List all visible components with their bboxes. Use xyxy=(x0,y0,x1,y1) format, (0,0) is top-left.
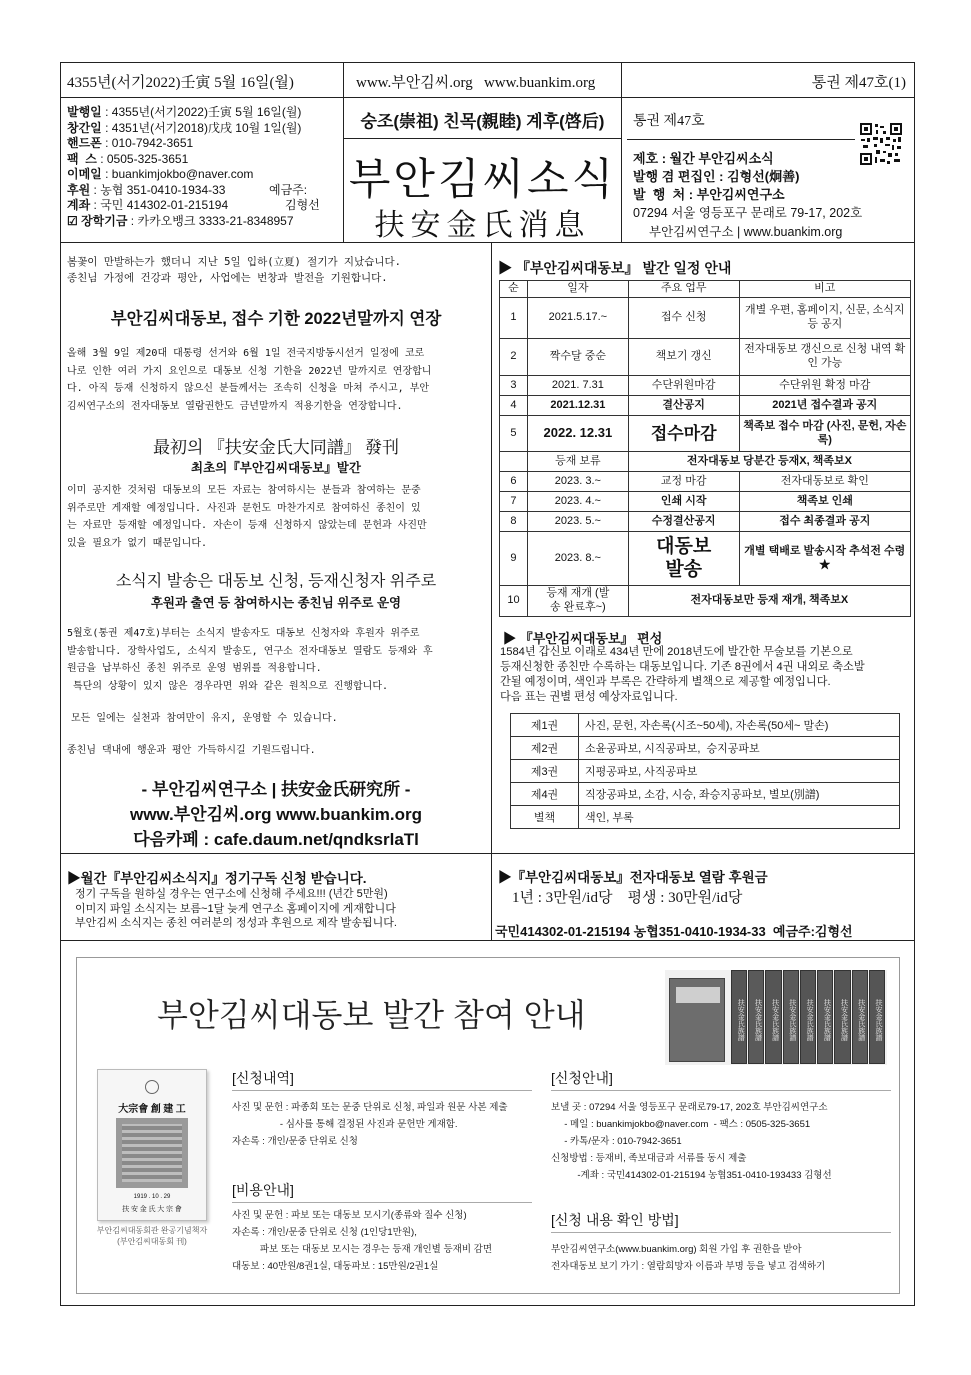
signature-websites[interactable]: www.부안김씨.org www.buankim.org xyxy=(129,805,423,824)
cell-note: 2021년 접수결과 공지 xyxy=(739,396,910,416)
colophon-address: 07294 서울 영등포구 문래로 79-17, 202호 xyxy=(633,206,863,220)
info-value: 0505-325-3651 xyxy=(106,151,189,166)
info-label: 계좌 xyxy=(67,198,91,212)
cell-task: 접수마감 xyxy=(628,416,739,452)
booklet-year: 1919 . 10 . 29 xyxy=(133,1194,171,1200)
guide-title-rule xyxy=(551,1090,891,1091)
booklet-cover-image xyxy=(97,1069,207,1221)
guide-line: -계좌 : 국민414302-01-215194 농협351-0410-193433 김형선 xyxy=(551,1170,832,1181)
edition-text xyxy=(500,645,910,705)
booklet-publisher: 扶 安 金 氏 大 宗 會 xyxy=(122,1205,182,1213)
heading-delivery: 소식지 발송은 대동보 신청, 등재신청자 위주로 xyxy=(115,573,437,590)
book-spine: 扶安金氏族譜 xyxy=(765,970,781,1064)
header-divider-2 xyxy=(621,63,622,97)
cost-line: 대동보 : 40만원/8권1실, 대동파보 : 15만원/2권1실 xyxy=(232,1261,439,1272)
para-line: 원금을 납부하신 종친 위주로 운영 범위를 적용합니다. xyxy=(67,663,322,674)
cell-date: 2021.12.31 xyxy=(527,396,628,416)
holder-name: 김형선 xyxy=(285,198,320,212)
cell-task: 전자대동보 당분간 등재X, 책족보X xyxy=(628,452,910,472)
cell-no: 3 xyxy=(500,376,528,396)
schedule-row xyxy=(500,492,911,512)
cell-date: 2023. 3.~ xyxy=(527,472,628,492)
para-line: 특단의 상황이 있지 않은 경우라면 위와 같은 원칙으로 진행합니다. xyxy=(67,680,389,692)
volume-name: 별책 xyxy=(511,806,579,829)
volume-table xyxy=(510,713,900,829)
cell-task: 수단위원마감 xyxy=(628,376,739,396)
info-value: 4351년(서기2018)戊戌 10월 1일(월) xyxy=(111,120,302,135)
subscription-line: 정기 구독을 원하실 경우는 연구소에 신청해 주세요!!! (년간 5만원) xyxy=(75,888,388,900)
cell-date: 등재 재개 (발송 완료후~) xyxy=(527,586,628,617)
book-spine: 扶安金氏族譜 xyxy=(817,970,833,1064)
cell-note: 전자대동보 갱신으로 신청 내역 확인 가능 xyxy=(739,339,910,376)
cell-note: 접수 최종결과 공지 xyxy=(739,512,910,532)
paragraph-extension xyxy=(67,345,487,415)
intro-line: 종친님 가정에 건강과 평안, 사업에는 번창과 발전을 기원합니다. xyxy=(67,271,388,284)
title-block xyxy=(344,98,621,242)
colophon-name: 제호 : 월간 부안김씨소식 xyxy=(633,151,774,166)
sponsor-fees: 1년 : 3만원/id당 평생 : 30만원/id당 xyxy=(512,890,743,906)
para-line: 김씨연구소의 전자대동보 열람권한도 금년말까지 적용기한을 연장합니다. xyxy=(67,400,403,412)
masthead-title-cn: 扶安金氏消息 xyxy=(374,209,591,242)
qr-code-icon xyxy=(859,122,903,166)
check-title: [신청 내용 확인 방법] xyxy=(551,1212,679,1228)
intro-text xyxy=(67,255,487,287)
cell-task: 책보기 갱신 xyxy=(628,339,739,376)
info-row: 팩 스 : 0505-325-3651 xyxy=(67,151,189,166)
cell-no: 4 xyxy=(500,396,528,416)
colophon-publisher: 발 행 처 : 부안김씨연구소 xyxy=(633,187,785,202)
cell-task: 접수 신청 xyxy=(628,298,739,339)
info-row: 이메일 : buankimjokbo@naver.com xyxy=(67,167,254,181)
notice-panel xyxy=(76,957,900,1294)
cell-no: 1 xyxy=(500,298,528,339)
info-row: 발행일 : 4355년(서기2022)壬寅 5월 16일(월) xyxy=(67,105,302,119)
cell-no: 6 xyxy=(500,472,528,492)
info-label: 발행일 xyxy=(67,105,102,119)
masthead-section xyxy=(60,97,915,243)
guide-line: 신청방법 : 등재비, 족보대금과 서류를 동시 제출 xyxy=(551,1153,747,1164)
book-spines xyxy=(731,970,885,1064)
schedule-row xyxy=(500,376,911,396)
volume-name: 제2권 xyxy=(511,737,579,760)
cell-no xyxy=(500,452,528,472)
book-stack-image xyxy=(665,970,887,1065)
paragraph-delivery xyxy=(67,625,487,695)
info-label: 이메일 xyxy=(67,167,102,181)
heading-extension: 부안김씨대동보, 접수 기한 2022년말까지 연장 xyxy=(110,310,442,328)
paragraph-first-edition xyxy=(67,482,487,552)
schedule-header: 비고 xyxy=(739,281,910,298)
volume-row xyxy=(511,760,900,783)
cell-date: 2023. 5.~ xyxy=(527,512,628,532)
cell-date: 2022. 12.31 xyxy=(527,416,628,452)
schedule-row xyxy=(500,532,911,586)
check-title-rule xyxy=(551,1232,891,1233)
schedule-row xyxy=(500,472,911,492)
paragraph-participation: 모든 일에는 실천과 참여만이 유지, 운영할 수 있습니다. xyxy=(71,713,338,724)
schedule-header-row xyxy=(500,281,911,298)
cost-title: [비용안내] xyxy=(232,1182,294,1198)
info-label: 후원 xyxy=(67,182,91,197)
cell-date: 2021.5.17.~ xyxy=(527,298,628,339)
cell-date: 2023. 8.~ xyxy=(527,532,628,586)
booklet-building-image xyxy=(116,1118,188,1188)
cost-section xyxy=(232,1181,532,1275)
schedule-table xyxy=(499,280,911,617)
caption-line: 부안김씨대동회관 완공기념책자 xyxy=(96,1226,208,1235)
cell-no: 5 xyxy=(500,416,528,452)
publisher-info xyxy=(67,105,342,229)
schedule-row xyxy=(500,396,911,416)
masthead-divider-2 xyxy=(621,98,622,242)
book-spine: 扶安金氏族譜 xyxy=(783,970,799,1064)
book-spine: 扶安金氏族譜 xyxy=(800,970,816,1064)
info-row: ☑ 장학기금 : 카카오뱅크 3333-21-8348957 xyxy=(67,213,294,228)
info-value: 4355년(서기2022)壬寅 5월 16일(월) xyxy=(111,105,302,119)
cell-note: 책족보 인쇄 xyxy=(739,492,910,512)
edition-title: ▶ 『부안김씨대동보』 편성 xyxy=(503,631,663,646)
cost-line: 파보 또는 대동보 모시는 경우는 등재 개인별 등재비 감면 xyxy=(244,1244,493,1255)
motto: 숭조(崇祖) 친목(親睦) 계후(啓后) xyxy=(360,112,605,131)
subscription-lines xyxy=(75,887,397,931)
holder-label: 예금주: xyxy=(269,182,308,197)
volume-row xyxy=(511,783,900,806)
subscription-line: 부안김씨 소식지는 종친 여러분의 정성과 후원으로 제작 발송됩니다. xyxy=(75,917,397,929)
cell-note: 수단위원 확정 마감 xyxy=(739,376,910,396)
cost-line: 자손록 : 개인/문중 단위로 신청 (1인당1만원), xyxy=(232,1227,417,1238)
info-label: 팩 스 xyxy=(67,151,97,166)
para-line: 있을 필요가 없기 때문입니다. xyxy=(67,537,208,549)
cell-date: 2021. 7.31 xyxy=(527,376,628,396)
schedule-header: 주요 업무 xyxy=(628,281,739,298)
subscription-line: 이미지 파일 소식지는 보름~1달 늦게 연구소 홈페이지에 게재합니다 xyxy=(75,902,396,915)
para-line: 5월호(통권 제47호)부터는 소식지 발송자도 대동보 신청자와 후원자 위주로 xyxy=(67,628,420,639)
volume-row xyxy=(511,737,900,760)
cell-date: 등재 보류 xyxy=(527,452,628,472)
check-line: 전자대동보 보기 가기 : 열람희망자 이름과 부명 등을 넣고 검색하기 xyxy=(551,1261,826,1272)
edition-box xyxy=(493,621,913,851)
info-value: 카카오뱅크 3333-21-8348957 xyxy=(137,213,294,228)
cell-no: 10 xyxy=(500,586,528,617)
header-issue: 통권 제47호(1) xyxy=(811,75,906,91)
cell-no: 8 xyxy=(500,512,528,532)
cell-note: 개별 택배로 발송시작 추석전 수령★ xyxy=(739,532,910,586)
schedule-row xyxy=(500,512,911,532)
apply-title-rule xyxy=(232,1090,532,1091)
guide-line: 보낼 곳 : 07294 서울 영등포구 문래로79-17, 202호 부안김씨연구소 xyxy=(551,1102,828,1113)
header-date: 4355년(서기2022)壬寅 5월 16일(월) xyxy=(67,75,294,91)
apply-line: 자손록 : 개인/문중 단위로 신청 xyxy=(232,1136,358,1147)
para-line: 올해 3월 9일 제20대 대통령 선거와 6월 1일 전국지방동시선거 일정에 코로 xyxy=(67,348,425,359)
cost-title-rule xyxy=(232,1202,532,1203)
info-row: 핸드폰 : 010-7942-3651 xyxy=(67,136,194,150)
qr-code[interactable] xyxy=(859,122,903,166)
volume-content: 색인, 부록 xyxy=(579,806,900,829)
notice-title: 부안김씨대동보 발간 참여 안내 xyxy=(157,997,586,1033)
booklet-title: 大宗會 創 建 工 xyxy=(118,1104,186,1115)
info-label: 창간일 xyxy=(67,120,102,135)
cell-task: 교정 마감 xyxy=(628,472,739,492)
cell-date: 2023. 4.~ xyxy=(527,492,628,512)
colophon xyxy=(627,98,912,242)
volume-name: 제3권 xyxy=(511,760,579,783)
cell-note: 전자대동보로 확인 xyxy=(739,472,910,492)
guide-line: - 카톡/문자 : 010-7942-3651 xyxy=(551,1136,682,1147)
cell-no: 7 xyxy=(500,492,528,512)
check-section xyxy=(551,1211,891,1275)
cell-no: 2 xyxy=(500,339,528,376)
edition-line: 등재신청한 종친만 수록하는 대동보입니다. 기존 8권에서 4권 내외로 축소발 xyxy=(500,661,865,673)
guide-section xyxy=(551,1069,891,1184)
edition-line: 다음 표는 권별 편성 예상자료입니다. xyxy=(500,691,678,703)
signature-org: - 부안김씨연구소 | 扶安金氏研究所 - xyxy=(141,780,411,799)
volume-name: 제1권 xyxy=(511,714,579,737)
para-line: 발송합니다. 장학사업도, 소식지 발송도, 연구소 전자대동보 열람도 등재와 후 xyxy=(67,645,433,657)
volume-row xyxy=(511,714,900,737)
schedule-header: 일자 xyxy=(527,281,628,298)
info-label: ☑ 장학기금 xyxy=(67,213,128,228)
cell-note: 책족보 접수 마감 (사진, 문헌, 자손록) xyxy=(739,416,910,452)
info-value: 농협 351-0410-1934-33 xyxy=(100,182,226,197)
sponsor-box xyxy=(491,853,915,941)
cell-task: 인쇄 시작 xyxy=(628,492,739,512)
caption-line: (부안김씨대동회 刊) xyxy=(117,1237,187,1246)
info-row: 창간일 : 4351년(서기2018)戊戌 10월 1일(월) xyxy=(67,120,302,135)
cell-task: 결산공지 xyxy=(628,396,739,416)
apply-section xyxy=(232,1069,532,1150)
colophon-issue: 통권 제47호 xyxy=(633,114,705,129)
info-row: 계좌 : 국민 414302-01-215194 김형선 xyxy=(67,198,320,212)
volume-content: 지평공파보, 사직공파보 xyxy=(579,760,900,783)
cell-task: 전자대동보만 등재 재개, 책족보X xyxy=(628,586,910,617)
header-websites[interactable]: www.부안김씨.org www.buankim.org xyxy=(356,75,596,91)
masthead-title-kr: 부안김씨소식 xyxy=(348,156,617,204)
info-label: 핸드폰 xyxy=(67,136,102,150)
building-windows xyxy=(122,1124,182,1182)
header-divider-1 xyxy=(343,63,344,97)
schedule-header: 순 xyxy=(500,281,528,298)
subheading-first-edition: 최초의『부안김씨대동보』발간 xyxy=(191,461,361,475)
edition-line: 1584년 갑신보 이래로 434년 만에 2018년도에 발간한 무술보를 기본으로 xyxy=(500,646,853,658)
volume-content: 사진, 문헌, 자손록(시조~50세), 자손록(50세~ 말손) xyxy=(579,714,900,737)
cell-no: 9 xyxy=(500,532,528,586)
edition-line: 간될 예정이며, 색인과 부록은 간략하게 별책으로 제공할 예정입니다. xyxy=(500,676,831,688)
motto-divider xyxy=(344,138,621,139)
apply-line: - 심사를 통해 결정된 사진과 문헌만 게재함. xyxy=(272,1119,458,1130)
info-row: 후원 : 농협 351-0410-1934-33 예금주: xyxy=(67,182,308,197)
schedule-row xyxy=(500,298,911,339)
book-spine: 扶安金氏族譜 xyxy=(731,970,747,1064)
paragraph-wishes: 종친님 댁내에 행운과 평안 가득하시길 기원드립니다. xyxy=(67,745,316,756)
colophon-editor: 발행 겸 편집인 : 김형선(炯善) xyxy=(633,169,800,184)
signature-cafe[interactable]: 다음카페 : cafe.daum.net/qndksrlaTl xyxy=(133,830,419,849)
header-bar xyxy=(60,62,915,98)
subscription-title: ▶월간『부안김씨소식지』정기구독 신청 받습니다. xyxy=(67,871,367,886)
book-spine: 扶安金氏族譜 xyxy=(834,970,850,1064)
schedule-row xyxy=(500,416,911,452)
cell-note: 개별 우편, 홈페이지, 신문, 소식지 등 공지 xyxy=(739,298,910,339)
apply-title: [신청내역] xyxy=(232,1070,294,1086)
cell-task: 수정결산공지 xyxy=(628,512,739,532)
para-line: 이미 공지한 것처럼 대동보의 모든 자료는 참여하시는 분들과 참여하는 문중 xyxy=(67,485,421,496)
heading-first-edition: 最初의 『扶安金氏大同譜』 發刊 xyxy=(153,438,399,457)
volume-content: 직장공파보, 소감, 시승, 좌승지공파보, 별보(別譜) xyxy=(579,783,900,806)
info-value: 010-7942-3651 xyxy=(111,136,194,150)
booklet-emblem xyxy=(145,1080,159,1094)
guide-title: [신청안내] xyxy=(551,1070,613,1086)
schedule-row xyxy=(500,452,911,472)
para-line: 는 자료만 등재할 예정입니다. 자손이 등재 신청하지 않았는데 문헌과 사진만 xyxy=(67,520,427,531)
book-front-label xyxy=(676,987,720,1003)
book-spine: 扶安金氏族譜 xyxy=(748,970,764,1064)
guide-line: - 메일 : buankimjokbo@naver.com - 팩스 : 0505-325-3651 xyxy=(551,1119,811,1130)
apply-line: 사진 및 문헌 : 파종회 또는 문중 단위로 신청, 파일과 원문 사본 제출 xyxy=(232,1102,508,1113)
book-spine: 扶安金氏族譜 xyxy=(852,970,868,1064)
info-value: 국민 414302-01-215194 xyxy=(100,198,229,212)
schedule-row xyxy=(500,586,911,617)
volume-content: 소윤공파보, 시직공파보, 승지공파보 xyxy=(579,737,900,760)
schedule-row xyxy=(500,339,911,376)
subheading-delivery: 후원과 출연 등 참여하시는 종친님 위주로 운영 xyxy=(150,596,402,610)
cost-line: 사진 및 문헌 : 파보 또는 대동보 모시기(종류와 질수 신청) xyxy=(232,1210,467,1221)
para-line: 나로 인한 여러 가지 요인으로 대동보 신청 기한을 2022년 말까지로 연장합니 xyxy=(67,365,432,377)
cell-date: 짝수달 중순 xyxy=(527,339,628,376)
book-spine: 扶安金氏族譜 xyxy=(869,970,885,1064)
colophon-divider xyxy=(627,139,855,140)
volume-row xyxy=(511,806,900,829)
right-column xyxy=(491,242,915,854)
para-line: 다. 아직 등재 신청하지 않으신 분들께서는 조속히 신청을 마쳐 주시고, 부안 xyxy=(67,383,430,394)
intro-line: 봄꽃이 만발하는가 했더니 지난 5일 입하(立夏) 절기가 지났습니다. xyxy=(67,256,401,268)
check-line: 부안김씨연구소(www.buankim.org) 회원 가입 후 권한을 받아 xyxy=(551,1244,802,1255)
sponsor-title: ▶『부안김씨대동보』전자대동보 열람 후원금 xyxy=(498,870,768,885)
para-line: 위주로만 게재할 예정입니다. 사진과 문헌도 마찬가지로 참여하신 종친이 있 xyxy=(67,502,421,514)
cell-task: 대동보 발송 xyxy=(628,532,739,586)
left-column xyxy=(60,242,492,854)
volume-name: 제4권 xyxy=(511,783,579,806)
booklet-caption xyxy=(77,1225,227,1247)
info-value[interactable]: buankimjokbo@naver.com xyxy=(111,167,254,181)
schedule-title: ▶ 『부안김씨대동보』 발간 일정 안내 xyxy=(498,260,732,276)
subscription-box xyxy=(60,853,492,941)
colophon-org[interactable]: 부안김씨연구소 | www.buankim.org xyxy=(649,225,843,239)
sponsor-account: 국민414302-01-215194 농협351-0410-1934-33 예금주:김형선 xyxy=(495,924,853,939)
book-front xyxy=(669,978,725,1062)
